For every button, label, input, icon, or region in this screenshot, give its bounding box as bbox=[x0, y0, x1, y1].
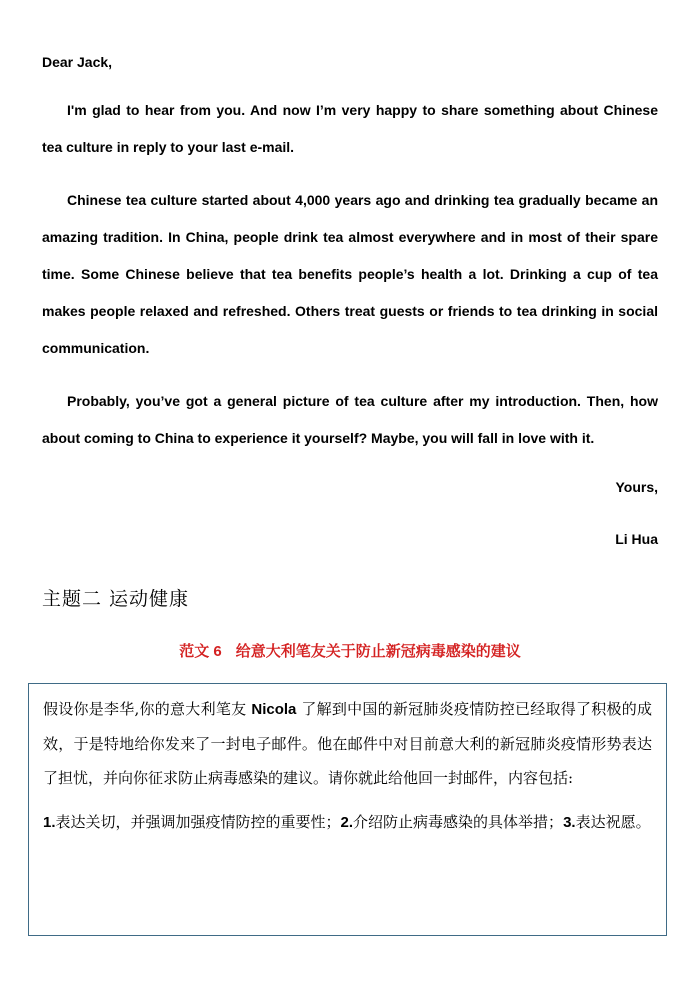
task-prompt-box bbox=[28, 683, 667, 936]
requirement-2-number: 2. bbox=[340, 814, 354, 831]
requirement-3-number: 3. bbox=[563, 814, 576, 831]
sample-title-text: 给意大利笔友关于防止新冠病毒感染的建议 bbox=[235, 642, 521, 660]
requirement-2-text: 介绍防止病毒感染的具体举措； bbox=[353, 813, 564, 831]
letter-signature: Li Hua bbox=[615, 531, 658, 547]
requirement-1-number: 1. bbox=[43, 814, 56, 831]
letter-paragraph-3: Probably, you’ve got a general picture of tea culture after my introduction. Then, how about coming to China to experience it yourself? Maybe, you will fall in love with it. bbox=[42, 393, 658, 446]
requirement-3-text: 表达祝愿。 bbox=[575, 813, 651, 831]
sample-label: 范文 6 bbox=[179, 643, 222, 660]
task-intro bbox=[43, 692, 652, 795]
letter-closing: Yours, bbox=[615, 479, 658, 495]
requirement-1-text: 表达关切，并强调加强疫情防控的重要性； bbox=[55, 813, 341, 831]
task-intro-before: 假设你是李华,你的意大利笔友 bbox=[43, 700, 252, 718]
letter-greeting: Dear Jack, bbox=[42, 54, 113, 70]
sample-letter bbox=[42, 48, 658, 553]
sample-heading bbox=[0, 640, 700, 661]
task-intro-after: 了解到中国的新冠肺炎疫情防控已经取得了积极的成效，于是特地给你发来了一封电子邮件。他在邮件中对目前意大利的新冠肺炎疫情形势表达了担忧，并向你征求防止病毒感染的建议。请你就此给他回一封邮件，内容包括: bbox=[43, 700, 652, 787]
task-requirements bbox=[43, 805, 652, 840]
letter-paragraph-1: I'm glad to hear from you. And now I’m very happy to share something about Chinese tea culture in reply to your last e-mail. bbox=[42, 102, 658, 155]
section-title: 主题二 运动健康 bbox=[42, 588, 190, 610]
task-intro-name: Nicola bbox=[251, 701, 297, 718]
letter-paragraph-2: Chinese tea culture started about 4,000 years ago and drinking tea gradually became an amazing tradition. In China, people drink tea almost everywhere and in most of their spare time. Some Chinese believe that tea benefits people’s health a lot. Drinking a cup of tea makes people relaxed and refreshed. Others treat guests or friends to tea drinking in social communication. bbox=[42, 192, 658, 356]
